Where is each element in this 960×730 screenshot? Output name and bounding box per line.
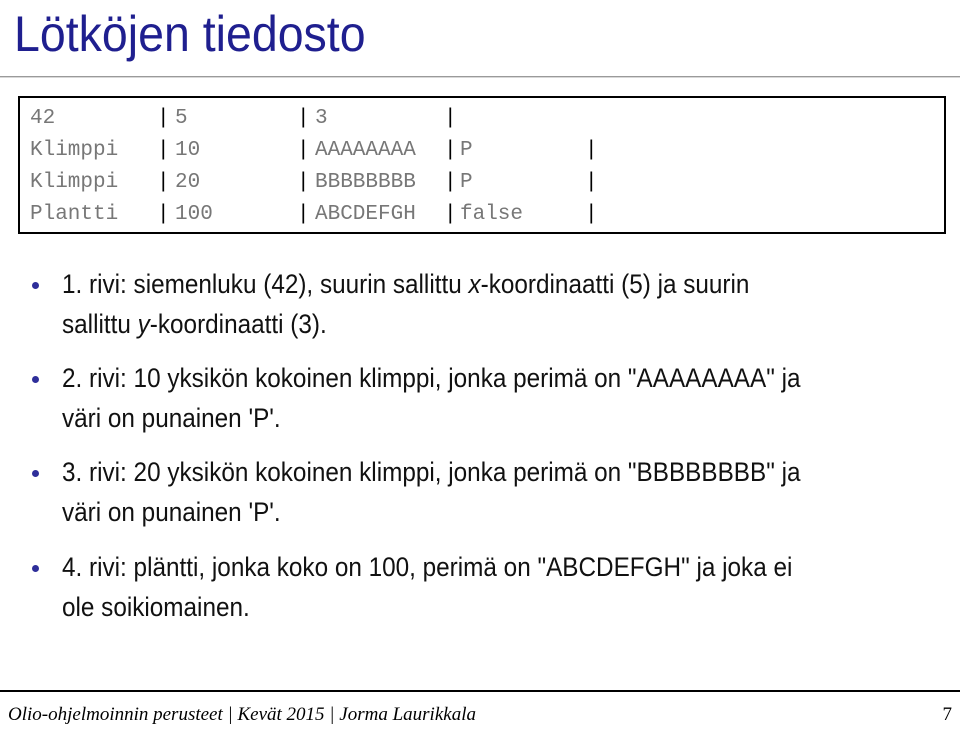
column-separator: | bbox=[444, 171, 457, 194]
file-cell-size: 5 bbox=[175, 107, 188, 130]
file-cell-size: 20 bbox=[175, 171, 201, 194]
file-example-box bbox=[18, 96, 946, 234]
column-separator: | bbox=[444, 203, 457, 226]
bullet-dot-icon bbox=[32, 470, 39, 477]
page-number: 7 bbox=[942, 704, 952, 725]
file-cell-genome: 3 bbox=[315, 107, 328, 130]
file-cell-name: Klimppi bbox=[30, 139, 119, 162]
bullet-dot-icon bbox=[32, 376, 39, 383]
bullet-dot-icon bbox=[32, 565, 39, 572]
file-cell-genome: BBBBBBBB bbox=[315, 171, 416, 194]
column-separator: | bbox=[444, 139, 457, 162]
file-cell-name: 42 bbox=[30, 107, 56, 130]
file-cell-name: Klimppi bbox=[30, 171, 119, 194]
column-separator: | bbox=[585, 139, 598, 162]
footer-divider bbox=[0, 690, 960, 692]
column-separator: | bbox=[157, 203, 170, 226]
column-separator: | bbox=[297, 139, 310, 162]
file-cell-color: false bbox=[460, 203, 524, 226]
bullet-text: 4. rivi: pläntti, jonka koko on 100, perimä on "ABCDEFGH" ja joka ei ole soikiomainen. bbox=[62, 552, 793, 622]
column-separator: | bbox=[297, 171, 310, 194]
column-separator: | bbox=[157, 139, 170, 162]
column-separator: | bbox=[157, 171, 170, 194]
file-row bbox=[20, 199, 598, 231]
title-divider bbox=[0, 76, 960, 78]
bullet-dot-icon bbox=[32, 282, 39, 289]
file-cell-genome: ABCDEFGH bbox=[315, 203, 416, 226]
file-cell-size: 100 bbox=[175, 203, 213, 226]
file-cell-size: 10 bbox=[175, 139, 201, 162]
file-cell-genome: AAAAAAAA bbox=[315, 139, 416, 162]
column-separator: | bbox=[585, 203, 598, 226]
column-separator: | bbox=[157, 107, 170, 130]
footer-course-info: Olio-ohjelmoinnin perusteet | Kevät 2015 | Jorma Laurikkala bbox=[8, 704, 476, 725]
column-separator: | bbox=[444, 107, 457, 130]
column-separator: | bbox=[297, 107, 310, 130]
slide-title: Lötköjen tiedosto bbox=[14, 6, 366, 62]
file-row bbox=[20, 135, 598, 167]
column-separator: | bbox=[585, 171, 598, 194]
bullet-text: 3. rivi: 20 yksikön kokoinen klimppi, jonka perimä on "BBBBBBBB" ja väri on punainen 'P'. bbox=[62, 457, 801, 527]
file-cell-name: Plantti bbox=[30, 203, 119, 226]
file-row bbox=[20, 167, 598, 199]
file-cell-color: P bbox=[460, 171, 473, 194]
file-row bbox=[20, 103, 457, 135]
bullet-text: 1. rivi: siemenluku (42), suurin sallittu x-koordinaatti (5) ja suurin sallittu y-koordinaatti (3). bbox=[62, 269, 750, 339]
column-separator: | bbox=[297, 203, 310, 226]
file-cell-color: P bbox=[460, 139, 473, 162]
bullet-text: 2. rivi: 10 yksikön kokoinen klimppi, jonka perimä on "AAAAAAAA" ja väri on punainen 'P'. bbox=[62, 363, 801, 433]
